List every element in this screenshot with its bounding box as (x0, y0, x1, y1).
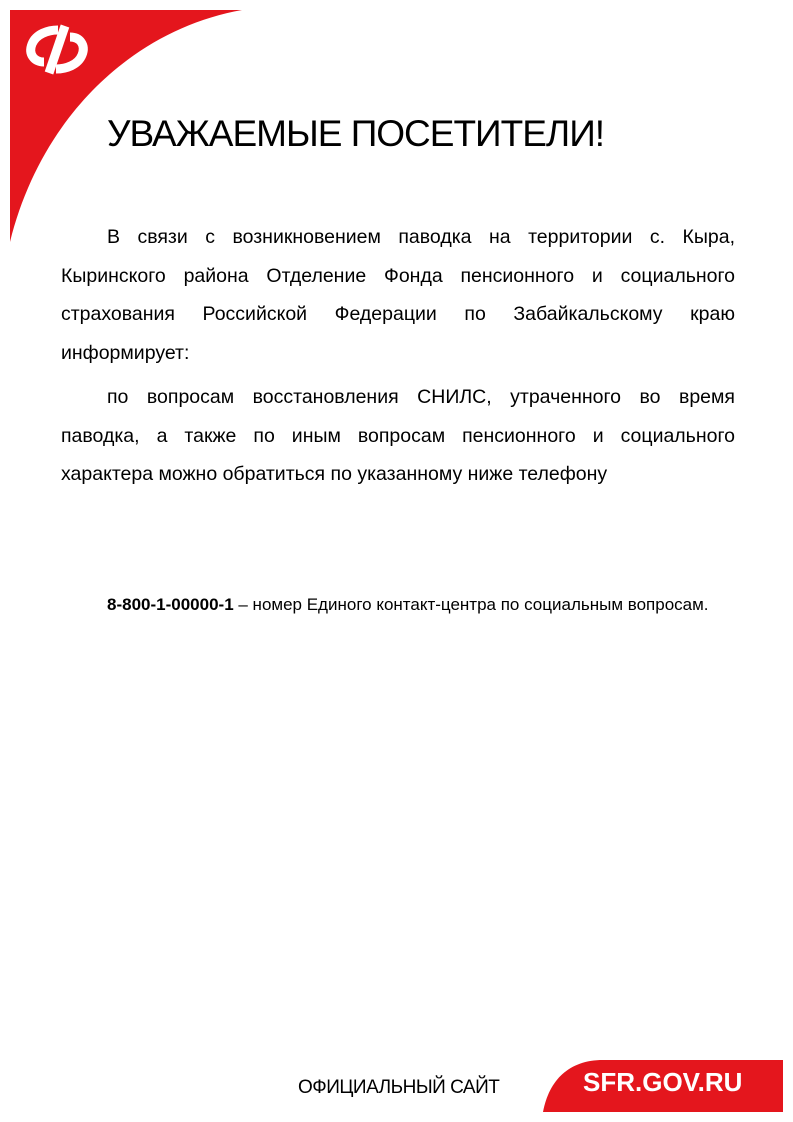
notice-paragraph-1: В связи с возникновением паводка на территории с. Кыра, Кыринского района Отделение Фонда пенсионного и социального страхования Российской Федерации по Забайкальскому краю информирует: (61, 226, 735, 364)
contact-line (61, 588, 737, 621)
page-title: УВАЖАЕМЫЕ ПОСЕТИТЕЛИ! (107, 113, 605, 154)
footer-site-badge (543, 1060, 783, 1112)
footer-label: ОФИЦИАЛЬНЫЙ САЙТ (298, 1077, 500, 1098)
phone-number: 8-800-1-00000-1 (107, 595, 234, 614)
official-site-link[interactable]: SFR.GOV.RU (583, 1067, 743, 1097)
notice-paragraph-2: по вопросам восстановления СНИЛС, утраченного во время паводка, а также по иным вопросам пенсионного и социального характера можно обратиться по указанному ниже телефону (61, 386, 735, 485)
phone-description: – номер Единого контакт-центра по социальным вопросам. (233, 595, 709, 614)
sfr-logo-icon (22, 22, 92, 77)
